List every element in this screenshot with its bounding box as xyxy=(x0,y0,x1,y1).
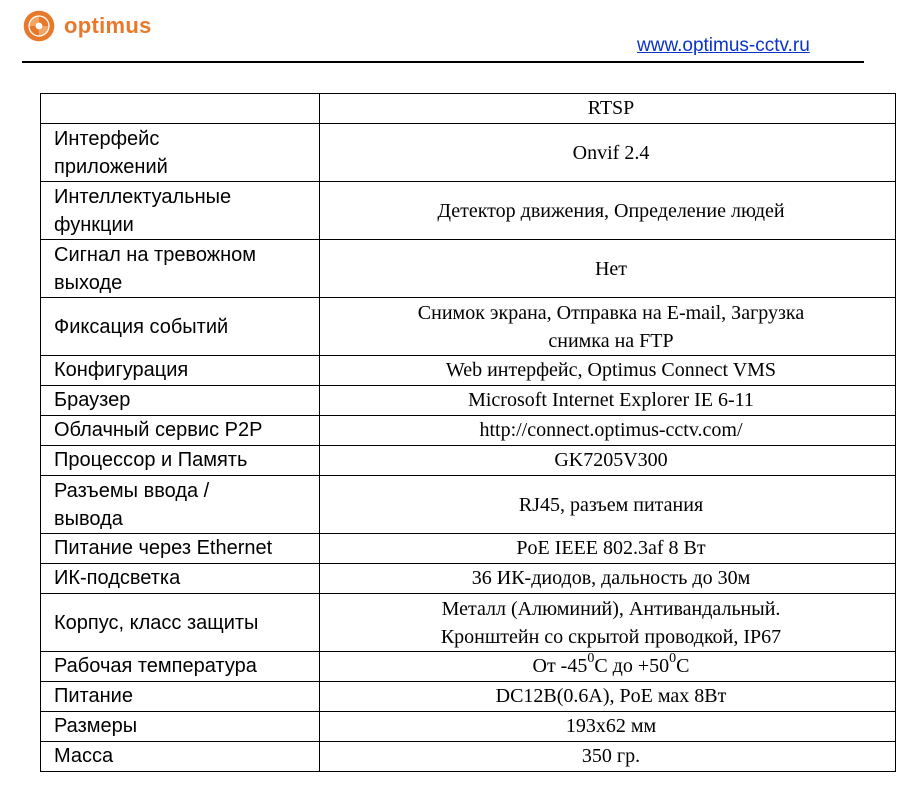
spec-value-line: 36 ИК-диодов, дальность до 30м xyxy=(471,567,751,589)
spec-value xyxy=(320,594,896,652)
spec-label xyxy=(41,534,320,564)
spec-value-line: Нет xyxy=(594,257,628,280)
spec-value xyxy=(320,534,896,564)
spec-label-line: Питание через Ethernet xyxy=(54,537,273,559)
spec-value-line: 350 гр. xyxy=(581,745,641,767)
spec-value xyxy=(320,564,896,594)
table-row xyxy=(41,594,896,652)
spec-value-line: 193x62 мм xyxy=(565,715,657,737)
spec-label xyxy=(41,652,320,682)
spec-label-line: Конфигурация xyxy=(54,359,189,381)
spec-label xyxy=(41,356,320,386)
spec-value-line: RJ45, разъем питания xyxy=(518,493,704,516)
spec-value-line: DC12B(0.6A), PoE мах 8Вт xyxy=(495,685,727,707)
spec-value-line: Снимок экрана, Отправка на E-mail, Загрузка xyxy=(417,301,805,324)
spec-value xyxy=(320,446,896,476)
table-row xyxy=(41,182,896,240)
header-divider xyxy=(22,61,864,63)
spec-label-line: Браузер xyxy=(54,389,131,411)
temperature-suffix: C xyxy=(676,655,690,677)
spec-value-line: Web интерфейс, Optimus Connect VMS xyxy=(445,359,777,381)
spec-value-line: PoE IEEE 802.3af 8 Вт xyxy=(516,537,706,559)
spec-label xyxy=(41,742,320,772)
spec-label xyxy=(41,386,320,416)
spec-value-temperature xyxy=(320,652,896,682)
spec-label xyxy=(41,416,320,446)
spec-value-line: Microsoft Internet Explorer IE 6-11 xyxy=(468,389,754,411)
spec-value xyxy=(320,682,896,712)
spec-value-line: GK7205V300 xyxy=(554,449,668,471)
spec-label-line: функции xyxy=(54,213,134,236)
spec-label-line: вывода xyxy=(54,507,123,530)
table-row xyxy=(41,446,896,476)
spec-value-line: RTSP xyxy=(587,97,635,119)
spec-value-line: http://connect.optimus-cctv.com/ xyxy=(479,419,743,441)
table-row xyxy=(41,534,896,564)
spec-value xyxy=(320,742,896,772)
spec-value-line: Onvif 2.4 xyxy=(572,141,650,164)
table-row xyxy=(41,742,896,772)
spec-label xyxy=(41,564,320,594)
spec-value-line: Кронштейн со скрытой проводкой, IP67 xyxy=(440,625,782,648)
spec-value xyxy=(320,124,896,182)
spec-label xyxy=(41,682,320,712)
spec-label xyxy=(41,94,320,124)
spec-value xyxy=(320,182,896,240)
spec-value-line: Металл (Алюминий), Антивандальный. xyxy=(441,597,781,620)
spec-value xyxy=(320,356,896,386)
spec-value xyxy=(320,416,896,446)
table-row xyxy=(41,416,896,446)
table-row xyxy=(41,240,896,298)
table-row xyxy=(41,124,896,182)
spec-label-line: Сигнал на тревожном xyxy=(54,243,257,266)
spec-value xyxy=(320,712,896,742)
spec-label-line: Размеры xyxy=(54,715,138,737)
spec-label-line: Интеллектуальные xyxy=(54,185,232,208)
spec-value xyxy=(320,386,896,416)
temperature-prefix: От -45 xyxy=(532,655,588,677)
temperature-sup1: 0 xyxy=(587,651,595,667)
spec-label-line: ИК-подсветка xyxy=(54,567,181,589)
specifications-table xyxy=(40,93,896,772)
table-row xyxy=(41,712,896,742)
temperature-sup2: 0 xyxy=(669,651,677,667)
table-row xyxy=(41,476,896,534)
website-link[interactable]: www.optimus-cctv.ru xyxy=(637,35,810,56)
spec-label xyxy=(41,446,320,476)
spec-label xyxy=(41,240,320,298)
spec-value xyxy=(320,240,896,298)
spec-value-line: Детектор движения, Определение людей xyxy=(437,199,785,222)
table-row xyxy=(41,682,896,712)
table-row xyxy=(41,652,896,682)
spec-label xyxy=(41,476,320,534)
table-row xyxy=(41,94,896,124)
spec-label-line: Облачный сервис P2P xyxy=(54,419,263,441)
spec-value xyxy=(320,298,896,356)
spec-label xyxy=(41,712,320,742)
spec-value xyxy=(320,476,896,534)
table-row xyxy=(41,386,896,416)
spec-value-line: снимка на FTP xyxy=(548,329,674,352)
spec-value xyxy=(320,94,896,124)
spec-label xyxy=(41,594,320,652)
spec-label xyxy=(41,124,320,182)
spec-label-line: Фиксация событий xyxy=(54,315,229,338)
table-row xyxy=(41,298,896,356)
spec-label-line: Процессор и Память xyxy=(54,449,248,471)
spec-label-line: Разъемы ввода / xyxy=(54,479,210,502)
spec-label-line: приложений xyxy=(54,155,168,178)
spec-label-line: Интерфейс xyxy=(54,127,160,150)
spec-label-line: Масса xyxy=(54,745,114,767)
brand-logo xyxy=(22,8,152,44)
table-row xyxy=(41,564,896,594)
spec-label-line: Рабочая температура xyxy=(54,655,257,677)
brand-name: optimus xyxy=(64,13,152,38)
table-row xyxy=(41,356,896,386)
spec-label-line: Питание xyxy=(54,685,133,707)
spec-label-line: выходе xyxy=(54,271,123,294)
spec-label xyxy=(41,298,320,356)
spec-label-line: Корпус, класс защиты xyxy=(54,611,259,634)
spec-label xyxy=(41,182,320,240)
temperature-mid: C до +50 xyxy=(594,655,670,677)
optimus-swirl-logo-icon xyxy=(22,9,56,43)
